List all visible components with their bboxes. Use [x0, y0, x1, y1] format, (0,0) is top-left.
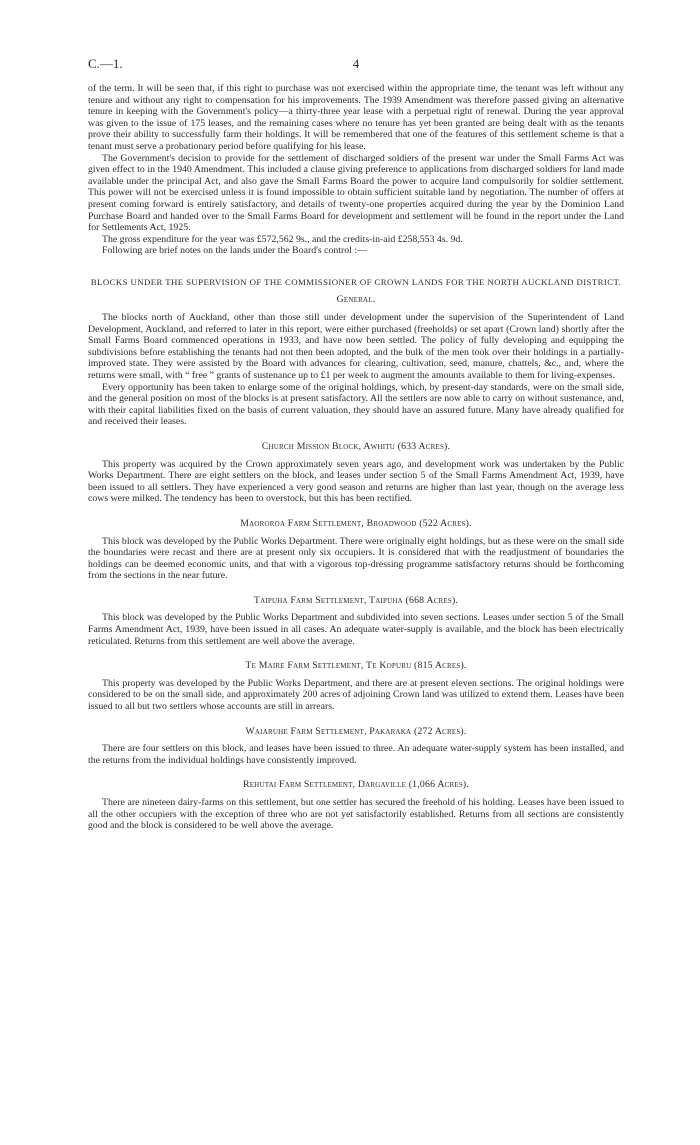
main-section-heading: BLOCKS UNDER THE SUPERVISION OF THE COMMISSIONER OF CROWN LANDS FOR THE NORTH AUCKLAND DISTRICT.	[90, 276, 622, 287]
section-paragraph: This block was developed by the Public Works Department. There were originally eight holdings, but as these were on the small side the boundaries were recast and there are at present only six occupiers. It is considered that with the readjustment of boundaries the holdings can be deemed economic units, and that with a vigorous top-dressing programme satisfactory returns should be forthcoming from the sections in the near future.	[88, 535, 624, 582]
section-paragraph: The blocks north of Auckland, other than those still under development under the supervision of the Superintendent of Land Development, Auckland, and referred to later in this report, were either purchased (freeholds) or set apart (Crown land) shortly after the Small Farms Board commenced operations in 1933, and have now been settled. The policy of fully developing and equipping the subdivisions before establishing the tenants had not then been adopted, and the bulk of the men took over their holdings in a partially-improved state. They were assisted by the Board with advances for clearing, cultivation, seed, manure, chattels, &c., and, where the returns were small, with “ free ” grants of sustenance up to £1 per week to augment the amounts available to them for living-expenses.	[88, 312, 624, 381]
section-heading: Church Mission Block, Awhitu (633 Acres).	[261, 440, 451, 452]
intro-paragraph: The gross expenditure for the year was £572,562 9s., and the credits-in-aid £258,553 4s. 9d.	[102, 233, 463, 245]
intro-paragraph: of the term. It will be seen that, if this right to purchase was not exercised within the appropriate time, the tenant was left without any tenure and without any right to compensation for his improvements. The 1939 Amendment was therefore passed giving an alternative tenure in keeping with the Government's policy—a thirty-three year lease with a perpetual right of renewal. During the year approval was given to the issue of 175 leases, and the remaining cases where no tenure has yet been granted are being dealt with as the tenants prove their ability to successfully farm their holdings. It will be remembered that one of the features of this settlement scheme is that a tenant must serve a probationary period before qualifying for his lease.	[88, 83, 624, 152]
section-heading: Taipuha Farm Settlement, Taipuha (668 Acres).	[253, 594, 459, 606]
section-heading: General.	[336, 294, 376, 306]
section-paragraph: This block was developed by the Public Works Department and subdivided into seven sections. Leases under section 5 of the Small Farms Amendment Act, 1939, have been issued in all cases. An adequate water-supply is available, and the block has been electrically reticulated. Returns from this settlement are well above the average.	[88, 612, 624, 647]
section-paragraph: There are four settlers on this block, and leases have been issued to three. An adequate water-supply system has been installed, and the returns from the individual holdings have consistently improved.	[88, 743, 624, 766]
section-heading: Maororoa Farm Settlement, Broadwood (522 Acres).	[240, 517, 472, 529]
section-paragraph: There are nineteen dairy-farms on this settlement, but one settler has secured the freehold of his holding. Leases have been issued to all the other occupiers with the exception of three who are not yet satisfactorily established. Returns from all sections are consistently good and the block is considered to be well above the average.	[88, 797, 624, 832]
page-body	[88, 83, 624, 832]
section-paragraph: This property was developed by the Public Works Department, and there are at present eleven sections. The original holdings were considered to be on the small side, and approximately 200 acres of adjoining Crown land was utilized to extend them. Leases have been issued to all but two settlers whose accounts are still in arrears.	[88, 677, 624, 713]
section-heading: Te Maire Farm Settlement, Te Kopuru (815 Acres).	[245, 660, 467, 672]
document-reference: C.—1.	[88, 56, 123, 71]
section-heading: Waiaruhe Farm Settlement, Pakaraka (272 Acres).	[245, 725, 467, 737]
intro-paragraph: The Government's decision to provide for the settlement of discharged soldiers of the present war under the Small Farms Act was given effect to in the 1940 Amendment. This included a clause giving preference to applications from discharged soldiers for land made available under the principal Act, and also gave the Small Farms Board the power to acquire land compulsorily for soldier settlement. This power will not be exercised unless it is found impossible to obtain sufficient suitable land by negotiation. The number of offers at present coming forward is entirely satisfactory, and details of twenty-one properties acquired during the year by the Dominion Land Purchase Board and handed over to the Small Farms Board for development and settlement will be found in the report under the Land for Settlements Act, 1925.	[88, 152, 624, 234]
page-number: 4	[352, 56, 360, 71]
section-paragraph: Every opportunity has been taken to enlarge some of the original holdings, which, by present-day standards, were on the small side, and the general position on most of the blocks is at present satisfactory. All the settlers are now able to carry on without sustenance, and, with their capital liabilities fixed on the basis of current valuation, they should have an assured future. Many have already qualified for and received their leases.	[88, 381, 624, 428]
section-paragraph: This property was acquired by the Crown approximately seven years ago, and development work was undertaken by the Public Works Department. There are eight settlers on the block, and leases under section 5 of the Small Farms Amendment Act, 1939, have been issued to all settlers. They have experienced a very good season and returns are higher than last year, though on the average less cows were milked. The tendency has been to overstock, but this has been rectified.	[88, 458, 624, 505]
intro-paragraph: Following are brief notes on the lands under the Board's control :—	[102, 245, 367, 257]
page-header	[88, 56, 624, 76]
section-heading: Rehutai Farm Settlement, Dargaville (1,066 Acres).	[242, 779, 470, 791]
